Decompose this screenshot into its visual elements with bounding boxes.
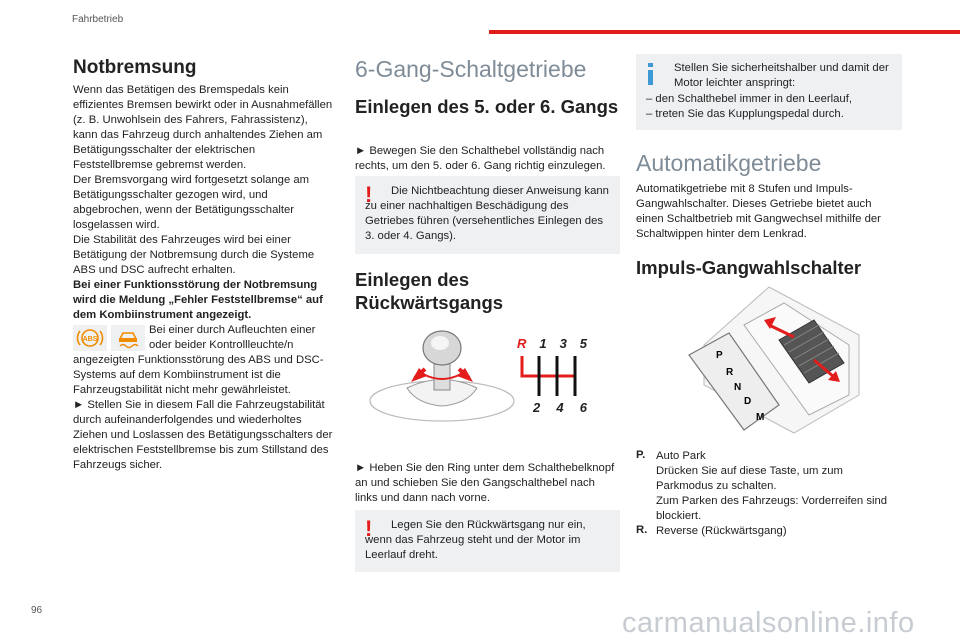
list-item — [636, 524, 902, 539]
selector-d-label: D — [744, 396, 752, 407]
watermark: carmanualsonline.info — [622, 607, 915, 639]
gear-1-label: 1 — [539, 336, 547, 351]
paragraph: ► Stellen Sie in diesem Fall die Fahrzeugstabilität durch aufeinanderfolgendes und wiederholtes Ziehen und Loslassen des Betätigungsschalters der elektrischen Feststellbremse bis zum Stillstand des Fahrzeugs sicher. — [73, 399, 333, 471]
page-number: 96 — [31, 605, 43, 616]
selector-n-label: N — [734, 382, 742, 393]
section-header: Fahrbetrieb — [72, 14, 124, 25]
dsc-light-icon — [111, 325, 145, 351]
paragraph: angezeigten Funktionsstörung des ABS und DSC-Systems auf dem Kombiinstrument ist die Fahrzeugstabilität nicht mehr gewährleistet. — [73, 354, 324, 396]
selector-p-label: P — [716, 350, 723, 361]
paragraph: Der Bremsvorgang wird fortgesetzt solange am Betätigungsschalter gezogen wird, und abgebrochen, wenn der Betätigungsschalter losgelassen wird. — [73, 174, 310, 231]
warning-box — [355, 176, 620, 254]
selector-r-label: R — [726, 367, 734, 378]
schaltgetriebe-title: 6-Gang-Schaltgetriebe — [355, 56, 587, 82]
header-accent-bar — [489, 30, 960, 34]
gear-3-label: 3 — [559, 336, 567, 351]
automatik-text: Automatikgetriebe mit 8 Stufen und Impuls-Gangwahlschalter. Dieses Getriebe bietet auch einen Schaltbetrieb mit Gangwechsel mithilfe der Schaltwippen hinter dem Lenkrad. — [636, 183, 881, 240]
gear-selector-illustration — [674, 285, 864, 435]
item-text: Zum Parken des Fahrzeugs: Vorderreifen sind blockiert. — [656, 495, 888, 522]
item-text: Drücken Sie auf diese Taste, um zum Parkmodus zu schalten. — [656, 465, 843, 492]
item-title: Auto Park — [656, 450, 706, 462]
gear56-text: ► Bewegen Sie den Schalthebel vollständig nach rechts, um den 5. oder 6. Gang richtig einzulegen. — [355, 145, 606, 172]
shift-bottom-labels — [533, 400, 587, 415]
abs-label: ABS — [82, 336, 98, 343]
warning-box — [355, 510, 620, 572]
impuls-heading: Impuls-Gangwahlschalter — [636, 257, 862, 278]
info-box — [636, 54, 902, 130]
gear-2-label: 2 — [533, 400, 541, 415]
item-label: P. — [636, 449, 646, 461]
notbremsung-body — [73, 83, 335, 473]
gear-6-label: 6 — [579, 400, 587, 415]
warning-text: Die Nichtbeachtung dieser Anweisung kann zu einer nachhaltigen Beschädigung des Getriebes führen (versehentliches Einlegen des 3. oder 4. Gangs). — [365, 185, 609, 242]
shift-pattern-diagram — [517, 336, 587, 416]
warning-bold-text: Bei einer Funktionsstörung der Notbremsung wird die Meldung „Fehler Feststellbremse“ auf dem Kombiinstrument angezeigt. — [73, 279, 323, 321]
position-list — [636, 449, 902, 539]
info-item: – den Schalthebel immer in den Leerlauf, — [646, 93, 852, 105]
item-label: R. — [636, 524, 648, 536]
warning-text: Legen Sie den Rückwärtsgang nur ein, wenn das Fahrzeug steht und der Motor im Leerlauf dreht. — [365, 519, 586, 561]
gear-4-label: 4 — [556, 400, 564, 415]
warning-icon: ! — [365, 182, 373, 207]
info-icon — [648, 63, 653, 85]
info-text: Stellen Sie sicherheitshalber und damit der Motor leichter anspringt: — [674, 62, 889, 89]
notbremsung-title: Notbremsung — [73, 57, 197, 78]
list-item — [636, 449, 902, 524]
gear56-heading: Einlegen des 5. oder 6. Gangs — [355, 96, 619, 117]
reverse-heading: Einlegen des Rückwärtsgangs — [355, 269, 504, 313]
item-title: Reverse (Rückwärtsgang) — [656, 525, 787, 537]
info-item: – treten Sie das Kupplungspedal durch. — [646, 108, 844, 120]
abs-light-icon — [73, 325, 107, 351]
gear-5-label: 5 — [579, 336, 587, 351]
selector-m-label: M — [756, 412, 765, 423]
shift-top-labels — [517, 336, 587, 351]
gear-knob-illustration — [367, 326, 517, 426]
warning-lights-row — [73, 323, 335, 353]
paragraph: Wenn das Betätigen des Bremspedals kein effizientes Bremsen bewirkt oder in Ausnahmefällen (z. B. Unwohlsein des Fahrers, Fahrassistenz), kann das Fahrzeug durch anhaltendes Ziehen am Betätigungsschalter der elektrischen Feststellbremse gebremst werden. — [73, 84, 333, 171]
reverse-text: ► Heben Sie den Ring unter dem Schalthebelknopf an und schieben Sie den Gangschalthebel nach links und dann nach vorne. — [355, 462, 615, 504]
paragraph: Die Stabilität des Fahrzeuges wird bei einer Betätigung der Notbremsung durch die Systeme ABS und DSC aufrecht erhalten. — [73, 234, 315, 276]
automatik-title: Automatikgetriebe — [636, 150, 822, 176]
gear-r-label: R — [517, 336, 527, 351]
warning-icon: ! — [365, 516, 373, 541]
paragraph: Bei einer durch Aufleuchten einer oder beider Kontrollleuchte/n — [149, 324, 316, 351]
